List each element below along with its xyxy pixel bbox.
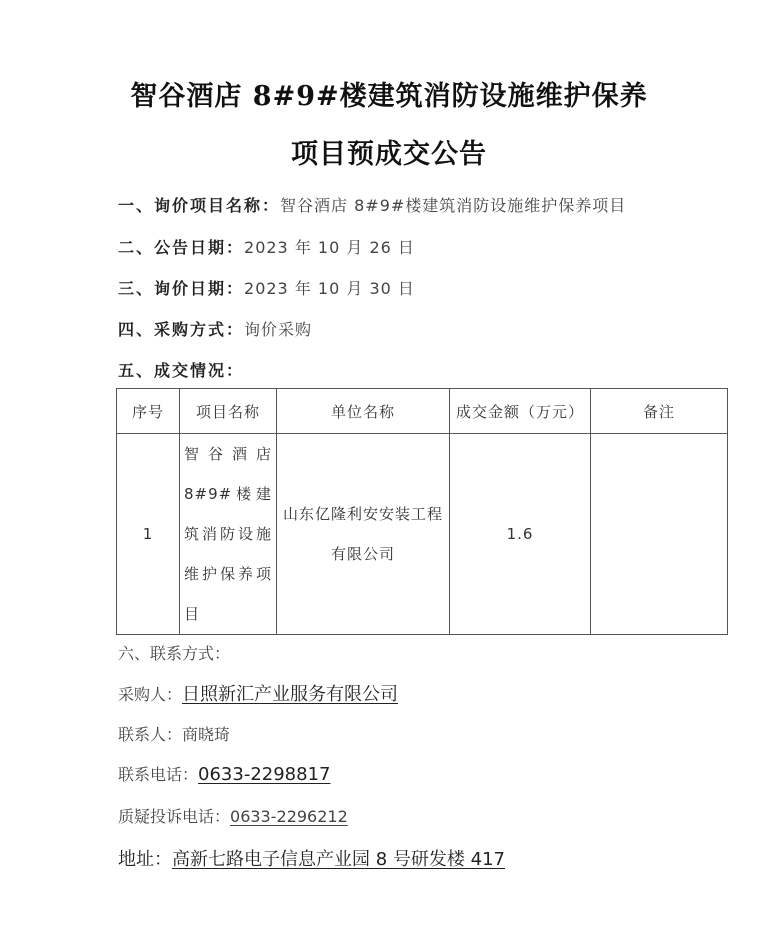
person-label: 联系人：: [118, 725, 183, 744]
table-row: [117, 434, 728, 635]
field-label: 四、采购方式：: [118, 320, 245, 339]
field-label: 五、成交情况：: [118, 361, 245, 380]
header-note: 备注: [591, 389, 728, 434]
cell-note: [591, 434, 728, 635]
deal-table: [116, 388, 728, 635]
address-label: 地址：: [118, 849, 172, 870]
header-project: 项目名称: [180, 389, 277, 434]
complaint-value: 0633-2296212: [230, 807, 348, 826]
table-header-row: [117, 389, 728, 434]
buyer-value: 日照新汇产业服务有限公司: [182, 684, 399, 705]
cell-project: 智谷酒店8#9#楼建筑消防设施维护保养项目: [180, 434, 277, 635]
contact-heading: 六、联系方式：: [118, 644, 231, 663]
field-value: 2023 年 10 月 26 日: [244, 238, 415, 257]
buyer-label: 采购人：: [118, 685, 183, 704]
field-announce-date: [118, 235, 415, 258]
field-project-name: [118, 193, 626, 216]
field-label: 一、询价项目名称：: [118, 196, 281, 215]
cell-amount: 1.6: [450, 434, 591, 635]
document-title-line-1: 智谷酒店 8#9#楼建筑消防设施维护保养: [130, 81, 648, 112]
field-deal-status: [118, 358, 244, 381]
cell-unit: 山东亿隆利安安装工程有限公司: [277, 434, 450, 635]
contact-phone: [118, 762, 330, 785]
field-label: 二、公告日期：: [118, 238, 245, 257]
complaint-label: 质疑投诉电话：: [118, 807, 231, 826]
field-value: 询价采购: [244, 320, 313, 339]
field-label: 三、询价日期：: [118, 279, 245, 298]
field-value: 智谷酒店 8#9#楼建筑消防设施维护保养项目: [280, 196, 627, 215]
address-value: 高新七路电子信息产业园 8 号研发楼 417: [172, 849, 505, 870]
contact-person: [118, 722, 230, 745]
field-value: 2023 年 10 月 30 日: [244, 279, 415, 298]
phone-label: 联系电话：: [118, 765, 199, 784]
header-no: 序号: [117, 389, 180, 434]
header-unit: 单位名称: [277, 389, 450, 434]
contact-address: [118, 845, 505, 871]
document-title-line-2: 项目预成交公告: [291, 139, 487, 170]
field-purchase-method: [118, 317, 312, 340]
person-value: 商晓琦: [182, 725, 231, 744]
header-amount: 成交金额（万元）: [450, 389, 591, 434]
contact-complaint: [118, 804, 348, 827]
field-inquiry-date: [118, 276, 415, 299]
phone-value: 0633-2298817: [198, 764, 331, 785]
contact-buyer: [118, 680, 398, 706]
cell-no: 1: [117, 434, 180, 635]
